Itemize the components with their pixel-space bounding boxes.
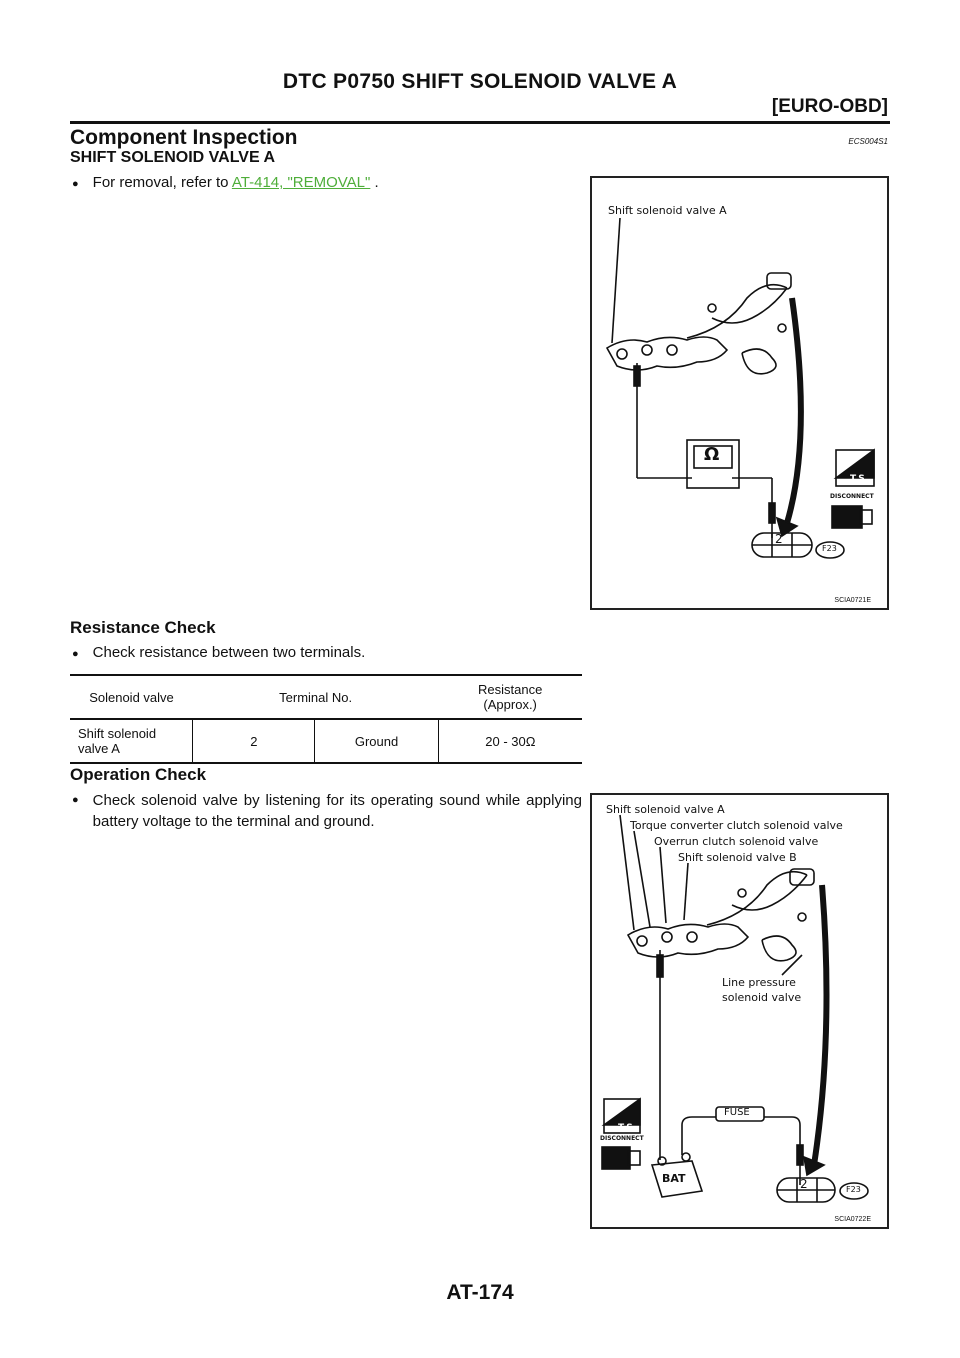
cell-resistance: 20 - 30Ω: [438, 719, 582, 763]
figure2-code: SCIA0722E: [834, 1216, 871, 1223]
figure2-connector-label: F23: [846, 1185, 861, 1194]
section-code: ECS004S1: [848, 137, 888, 146]
figure-resistance-check: [590, 176, 889, 610]
ohm-icon: Ω: [704, 444, 720, 465]
figure1-ts-label: T.S.: [850, 474, 869, 484]
page-header-tag: [EURO-OBD]: [771, 96, 888, 117]
figure1-terminal-label: 2: [775, 532, 783, 546]
figure1-code: SCIA0721E: [834, 597, 871, 604]
bullet-icon: ●: [72, 794, 79, 806]
col-resistance: Resistance (Approx.): [438, 675, 582, 719]
figure1-connector-label: F23: [822, 544, 837, 553]
figure1-disconnect-label: DISCONNECT: [830, 493, 874, 500]
figure2-fuse-label: FUSE: [724, 1107, 750, 1118]
figure2-label-shift-a: Shift solenoid valve A: [606, 803, 725, 816]
figure2-label-shift-b: Shift solenoid valve B: [678, 851, 797, 864]
col-solenoid-valve: Solenoid valve: [70, 675, 193, 719]
section-title: Component Inspection: [70, 126, 298, 149]
subsection-title: SHIFT SOLENOID VALVE A: [70, 149, 276, 166]
figure2-bat-label: BAT: [662, 1172, 686, 1185]
cell-terminal: 2: [193, 719, 315, 763]
removal-bullet: [72, 174, 379, 194]
resistance-heading: Resistance Check: [70, 618, 216, 637]
figure2-label-overrun: Overrun clutch solenoid valve: [654, 835, 819, 848]
operation-bullet-text: Check solenoid valve by listening for its operating sound while applying battery voltage to the terminal and ground.: [92, 792, 582, 830]
resistance-bullet: [72, 644, 365, 664]
resistance-check-diagram: [592, 178, 887, 608]
operation-heading: Operation Check: [70, 765, 207, 784]
operation-bullet: [72, 790, 582, 832]
figure2-terminal-label: 2: [800, 1177, 808, 1191]
figure2-disconnect-label: DISCONNECT: [600, 1135, 644, 1142]
cell-valve: Shift solenoid valve A: [70, 719, 193, 763]
resistance-table: [70, 674, 582, 764]
cell-ground: Ground: [315, 719, 439, 763]
figure2-ts-label: T.S.: [618, 1123, 637, 1133]
page-number: AT-174: [446, 1281, 514, 1304]
header-divider: [70, 121, 890, 124]
removal-text: For removal, refer to AT-414, "REMOVAL" .: [92, 174, 379, 191]
figure2-label-line-pressure: Line pressure solenoid valve: [722, 976, 802, 1004]
figure2-label-torque: Torque converter clutch solenoid valve: [630, 819, 843, 832]
resistance-bullet-text: Check resistance between two terminals.: [92, 644, 366, 661]
bullet-icon: ●: [72, 178, 79, 190]
figure-operation-check: [590, 793, 889, 1229]
page-header-title: DTC P0750 SHIFT SOLENOID VALVE A: [282, 70, 678, 93]
bullet-icon: ●: [72, 648, 79, 660]
figure1-label: Shift solenoid valve A: [608, 204, 727, 217]
col-terminal-no: Terminal No.: [193, 675, 438, 719]
removal-link[interactable]: AT-414, "REMOVAL": [231, 174, 371, 191]
